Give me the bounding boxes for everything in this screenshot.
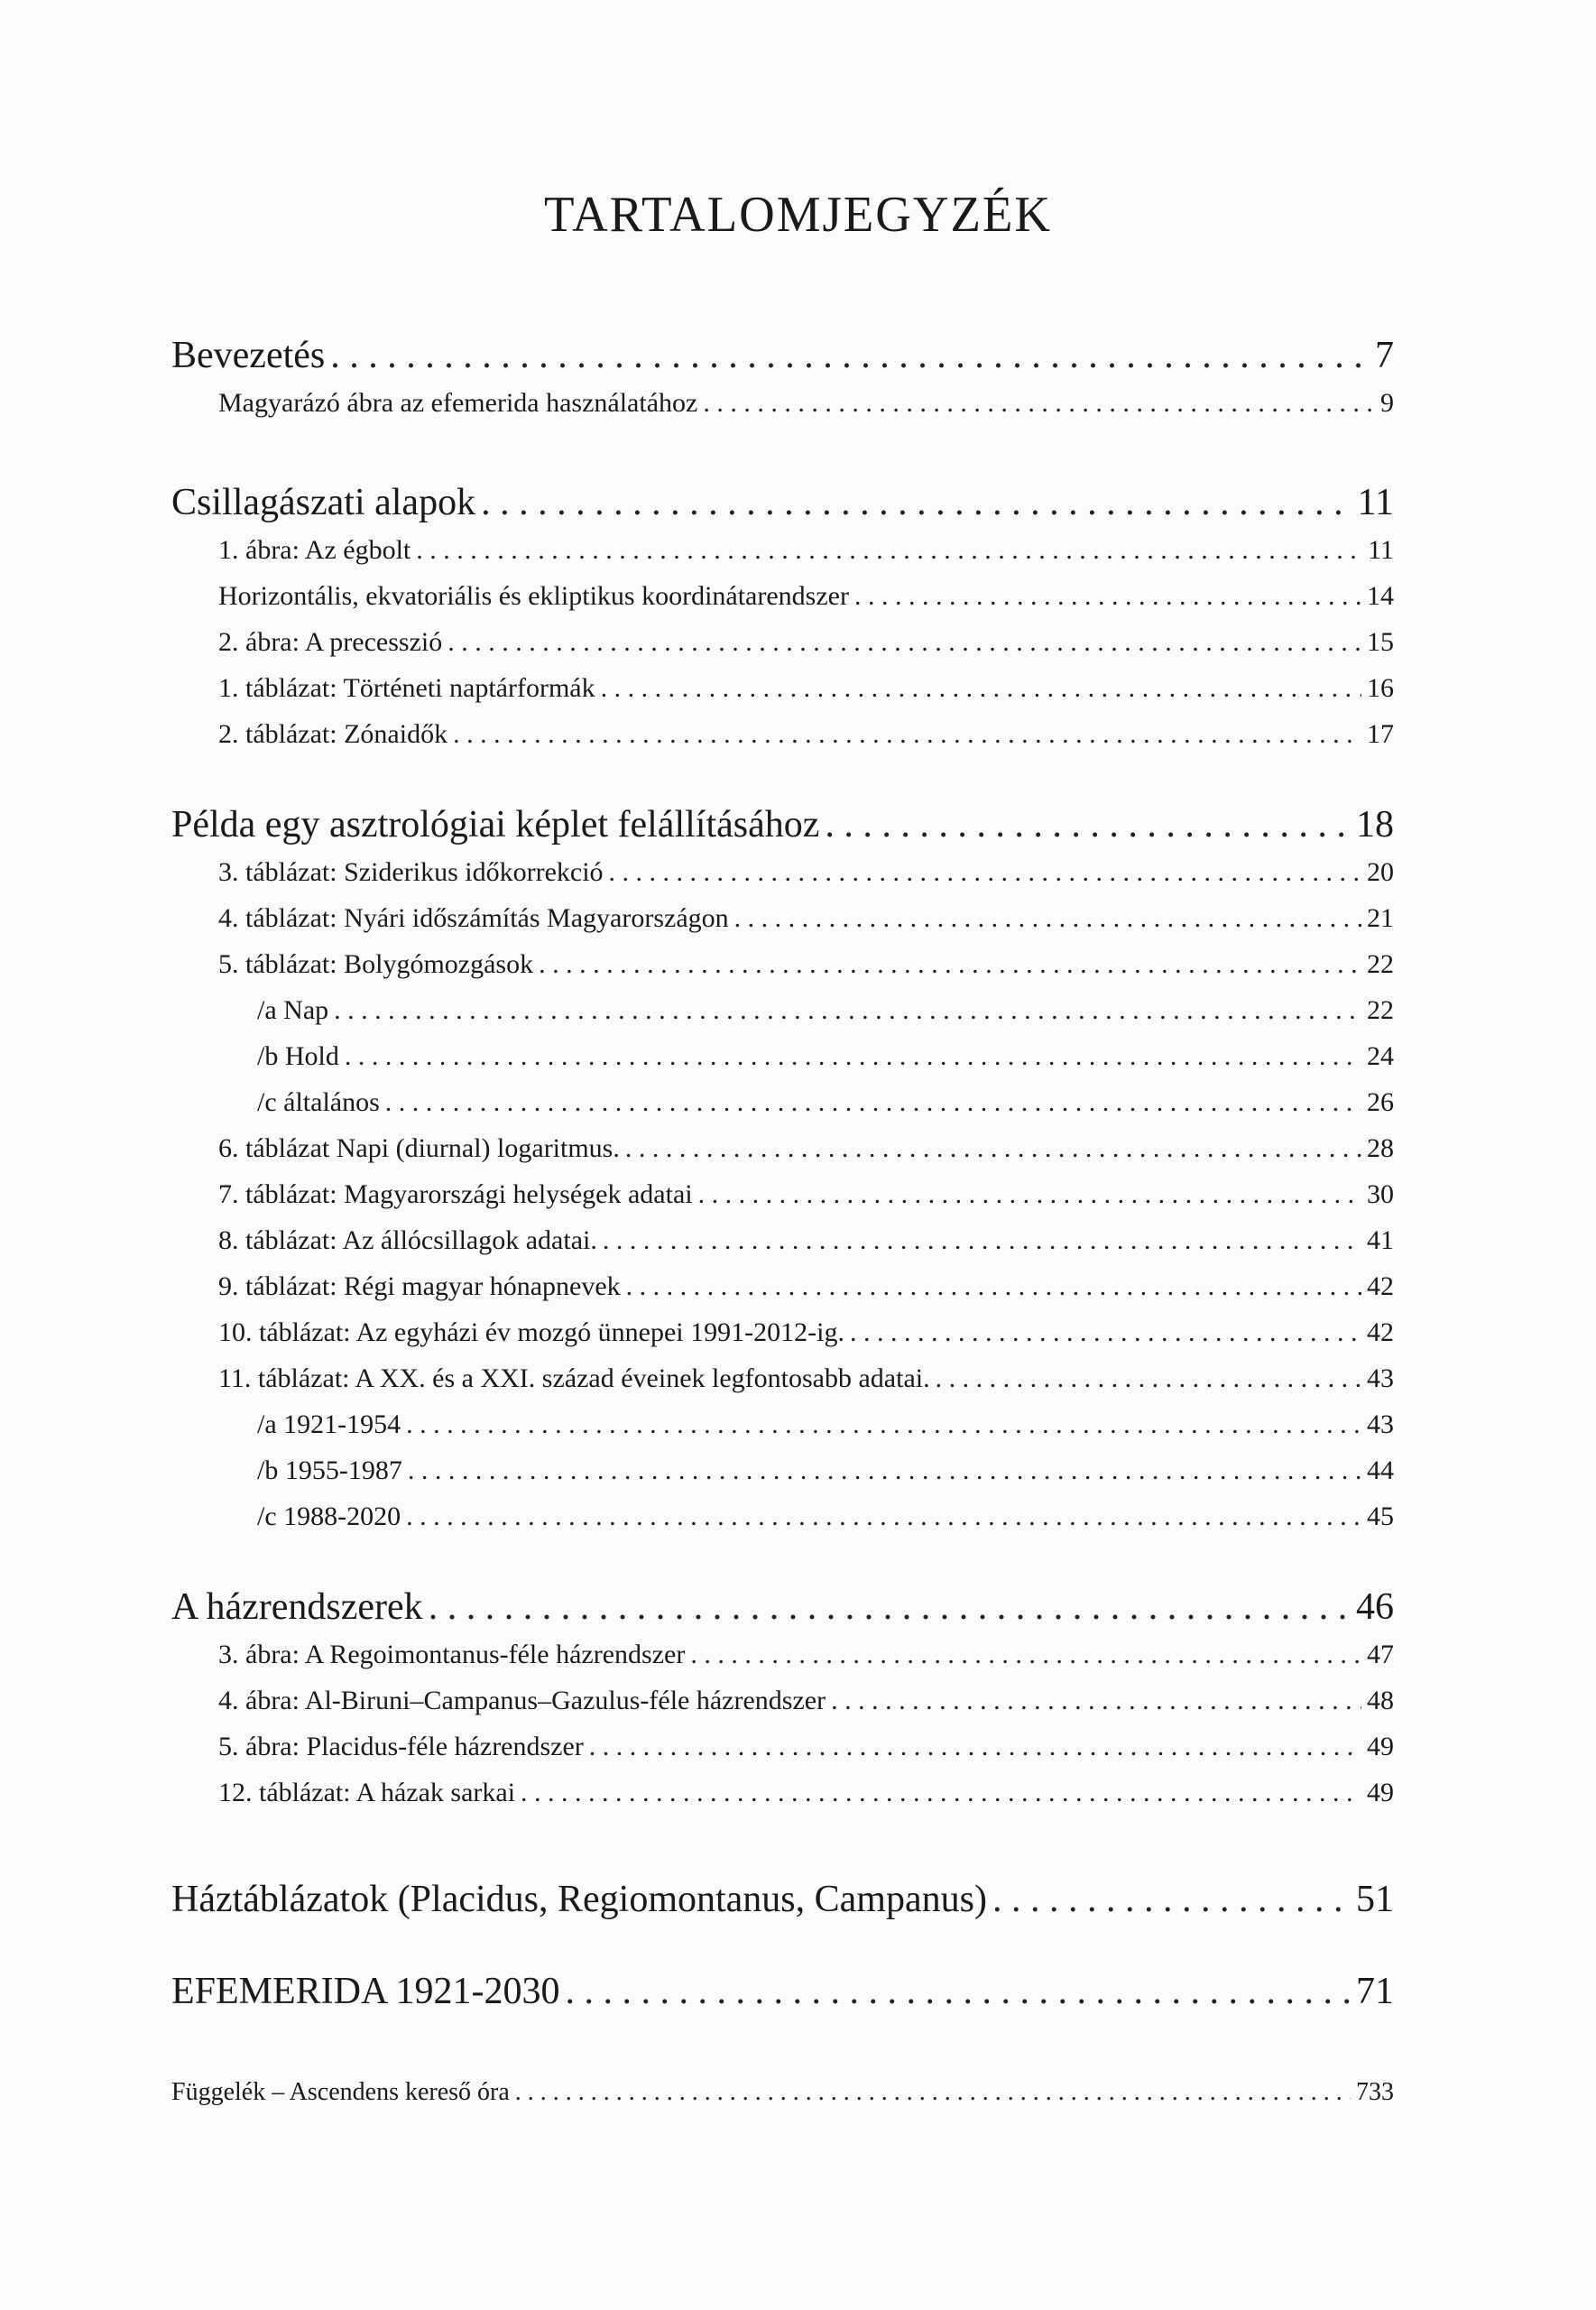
dot-leader bbox=[703, 388, 1375, 419]
toc-page-number: 11 bbox=[1368, 535, 1394, 565]
dot-leader bbox=[334, 995, 1361, 1026]
toc-page-number: 15 bbox=[1367, 627, 1394, 657]
toc-entry-label: 2. ábra: A precesszió bbox=[218, 627, 443, 657]
toc-section-efemerida[interactable] bbox=[171, 1970, 1394, 2024]
toc-entry-label: Csillagászati alapok bbox=[171, 482, 476, 523]
toc-page-number: 41 bbox=[1367, 1225, 1394, 1255]
dot-leader bbox=[850, 1317, 1361, 1348]
page-title: TARTALOMJEGYZÉK bbox=[543, 186, 1053, 243]
toc-page-number: 51 bbox=[1356, 1879, 1394, 1920]
toc-page-number: 71 bbox=[1356, 1971, 1394, 2012]
dot-leader bbox=[609, 857, 1361, 888]
toc-page-number: 26 bbox=[1367, 1087, 1394, 1117]
toc-page-number: 9 bbox=[1380, 388, 1394, 418]
toc-entry-label: 5. táblázat: Bolygómozgások bbox=[218, 949, 534, 979]
toc-page-number: 44 bbox=[1367, 1455, 1394, 1485]
toc-page-number: 21 bbox=[1367, 903, 1394, 933]
toc-page-number: 28 bbox=[1367, 1133, 1394, 1163]
toc-page-number: 45 bbox=[1367, 1502, 1394, 1531]
toc-page-number: 42 bbox=[1367, 1271, 1394, 1301]
dot-leader bbox=[698, 1179, 1361, 1210]
toc-entry-label: Horizontális, ekvatoriális és ekliptikus koordinátarendszer bbox=[218, 581, 849, 611]
dot-leader bbox=[406, 1409, 1361, 1440]
dot-leader bbox=[734, 903, 1361, 934]
toc-entry-label: /a 1921-1954 bbox=[257, 1409, 401, 1439]
toc-page-number: 30 bbox=[1367, 1179, 1394, 1209]
toc-entry[interactable] bbox=[171, 581, 1394, 627]
toc-subentry[interactable] bbox=[171, 1455, 1394, 1502]
toc-entry-label: Példa egy asztrológiai képlet felállításához bbox=[171, 804, 820, 845]
toc-entry[interactable] bbox=[171, 673, 1394, 719]
toc-appendix[interactable] bbox=[171, 2078, 1394, 2124]
toc-entry[interactable] bbox=[171, 1640, 1394, 1686]
dot-leader bbox=[406, 1502, 1361, 1532]
toc-page-number: 42 bbox=[1367, 1317, 1394, 1347]
toc-entry-label: 1. táblázat: Történeti naptárformák bbox=[218, 673, 595, 703]
toc-page-number: 43 bbox=[1367, 1363, 1394, 1393]
toc-entry[interactable] bbox=[171, 535, 1394, 581]
toc-section-pelda[interactable] bbox=[171, 803, 1394, 857]
toc-page-number: 20 bbox=[1367, 857, 1394, 887]
toc-entry-label: 7. táblázat: Magyarországi helységek adatai bbox=[218, 1179, 693, 1209]
toc-entry-label: A házrendszerek bbox=[171, 1586, 423, 1628]
dot-leader bbox=[589, 1732, 1361, 1762]
dot-leader bbox=[825, 803, 1351, 846]
dot-leader bbox=[625, 1133, 1361, 1164]
toc-entry-label: Függelék – Ascendens kereső óra bbox=[171, 2078, 510, 2106]
toc-entry[interactable] bbox=[171, 1732, 1394, 1778]
toc-entry-label: 3. táblázat: Sziderikus időkorrekció bbox=[218, 857, 604, 887]
toc-entry-label: 4. táblázat: Nyári időszámítás Magyarországon bbox=[218, 903, 729, 933]
toc-page-number: 16 bbox=[1367, 673, 1394, 703]
toc-entry[interactable] bbox=[171, 627, 1394, 673]
toc-entry-label: 2. táblázat: Zónaidők bbox=[218, 719, 448, 749]
toc-page-number: 733 bbox=[1356, 2078, 1394, 2106]
dot-leader bbox=[408, 1455, 1361, 1486]
table-of-contents bbox=[171, 334, 1394, 2124]
dot-leader bbox=[566, 1970, 1352, 2013]
toc-entry-label: 4. ábra: Al-Biruni–Campanus–Gazulus-féle házrendszer bbox=[218, 1686, 826, 1715]
dot-leader bbox=[416, 535, 1362, 566]
dot-leader bbox=[936, 1363, 1361, 1394]
toc-entry[interactable] bbox=[171, 719, 1394, 765]
toc-page-number: 48 bbox=[1367, 1686, 1394, 1715]
toc-entry[interactable] bbox=[171, 903, 1394, 949]
toc-entry[interactable] bbox=[171, 1179, 1394, 1225]
toc-entry[interactable] bbox=[171, 1686, 1394, 1732]
dot-leader bbox=[447, 627, 1361, 658]
toc-entry[interactable] bbox=[171, 1225, 1394, 1271]
toc-section-haztablazatok[interactable] bbox=[171, 1878, 1394, 1932]
dot-leader bbox=[515, 2078, 1351, 2107]
toc-entry-label: 6. táblázat Napi (diurnal) logaritmus. bbox=[218, 1133, 620, 1163]
toc-entry-label: EFEMERIDA 1921-2030 bbox=[171, 1971, 560, 2012]
dot-leader bbox=[385, 1087, 1361, 1118]
toc-page-number: 22 bbox=[1367, 949, 1394, 979]
toc-page-number: 49 bbox=[1367, 1732, 1394, 1761]
toc-section-bevezetes[interactable] bbox=[171, 334, 1394, 388]
toc-entry-label: Háztáblázatok (Placidus, Regiomontanus, Campanus) bbox=[171, 1879, 987, 1920]
dot-leader bbox=[690, 1640, 1361, 1670]
toc-page-number: 43 bbox=[1367, 1409, 1394, 1439]
toc-page-number: 24 bbox=[1367, 1041, 1394, 1071]
toc-entry[interactable] bbox=[171, 388, 1394, 434]
toc-page-number: 47 bbox=[1367, 1640, 1394, 1669]
toc-page-number: 49 bbox=[1367, 1778, 1394, 1807]
toc-entry[interactable] bbox=[171, 1271, 1394, 1317]
toc-section-hazrendszerek[interactable] bbox=[171, 1585, 1394, 1640]
dot-leader bbox=[603, 1225, 1361, 1256]
toc-entry[interactable] bbox=[171, 857, 1394, 903]
toc-entry-label: 3. ábra: A Regoimontanus-féle házrendszer bbox=[218, 1640, 686, 1669]
toc-page-number: 14 bbox=[1367, 581, 1394, 611]
toc-page-number: 18 bbox=[1356, 804, 1394, 845]
toc-entry-label: /c 1988-2020 bbox=[257, 1502, 401, 1531]
toc-entry-label: 10. táblázat: Az egyházi év mozgó ünnepei 1991-2012-ig. bbox=[218, 1317, 844, 1347]
toc-subentry[interactable] bbox=[171, 1502, 1394, 1548]
toc-entry[interactable] bbox=[171, 1317, 1394, 1363]
toc-page-number: 7 bbox=[1375, 335, 1394, 376]
dot-leader bbox=[521, 1778, 1361, 1808]
dot-leader bbox=[601, 673, 1361, 704]
toc-entry-label: 1. ábra: Az égbolt bbox=[218, 535, 411, 565]
dot-leader bbox=[992, 1878, 1351, 1921]
toc-entry[interactable] bbox=[171, 1133, 1394, 1179]
toc-page-number: 46 bbox=[1356, 1586, 1394, 1628]
toc-entry-label: Magyarázó ábra az efemerida használatához bbox=[218, 388, 698, 418]
dot-leader bbox=[539, 949, 1361, 980]
toc-subentry[interactable] bbox=[171, 995, 1394, 1041]
toc-entry[interactable] bbox=[171, 949, 1394, 995]
toc-entry-label: /b 1955-1987 bbox=[257, 1455, 402, 1485]
toc-entry-label: 9. táblázat: Régi magyar hónapnevek bbox=[218, 1271, 621, 1301]
toc-entry-label: 11. táblázat: A XX. és a XXI. század éveinek legfontosabb adatai. bbox=[218, 1363, 930, 1393]
toc-entry[interactable] bbox=[171, 1363, 1394, 1409]
toc-subentry[interactable] bbox=[171, 1409, 1394, 1455]
toc-page-number: 17 bbox=[1367, 719, 1394, 749]
dot-leader bbox=[429, 1585, 1351, 1629]
toc-page-number: 11 bbox=[1357, 482, 1394, 523]
dot-leader bbox=[453, 719, 1361, 750]
dot-leader bbox=[831, 1686, 1361, 1716]
toc-entry-label: Bevezetés bbox=[171, 335, 326, 376]
toc-section-csillagaszati-alapok[interactable] bbox=[171, 481, 1394, 535]
toc-entry-label: 5. ábra: Placidus-féle házrendszer bbox=[218, 1732, 584, 1761]
dot-leader bbox=[626, 1271, 1361, 1302]
toc-entry[interactable] bbox=[171, 1778, 1394, 1824]
dot-leader bbox=[330, 334, 1370, 377]
toc-subentry[interactable] bbox=[171, 1041, 1394, 1087]
dot-leader bbox=[854, 581, 1361, 612]
toc-entry-label: /c általános bbox=[257, 1087, 380, 1117]
dot-leader bbox=[345, 1041, 1361, 1072]
toc-entry-label: /a Nap bbox=[257, 995, 329, 1025]
toc-subentry[interactable] bbox=[171, 1087, 1394, 1133]
toc-page-number: 22 bbox=[1367, 995, 1394, 1025]
dot-leader bbox=[481, 481, 1352, 524]
toc-entry-label: 8. táblázat: Az állócsillagok adatai. bbox=[218, 1225, 597, 1255]
toc-entry-label: /b Hold bbox=[257, 1041, 339, 1071]
toc-entry-label: 12. táblázat: A házak sarkai bbox=[218, 1778, 516, 1807]
